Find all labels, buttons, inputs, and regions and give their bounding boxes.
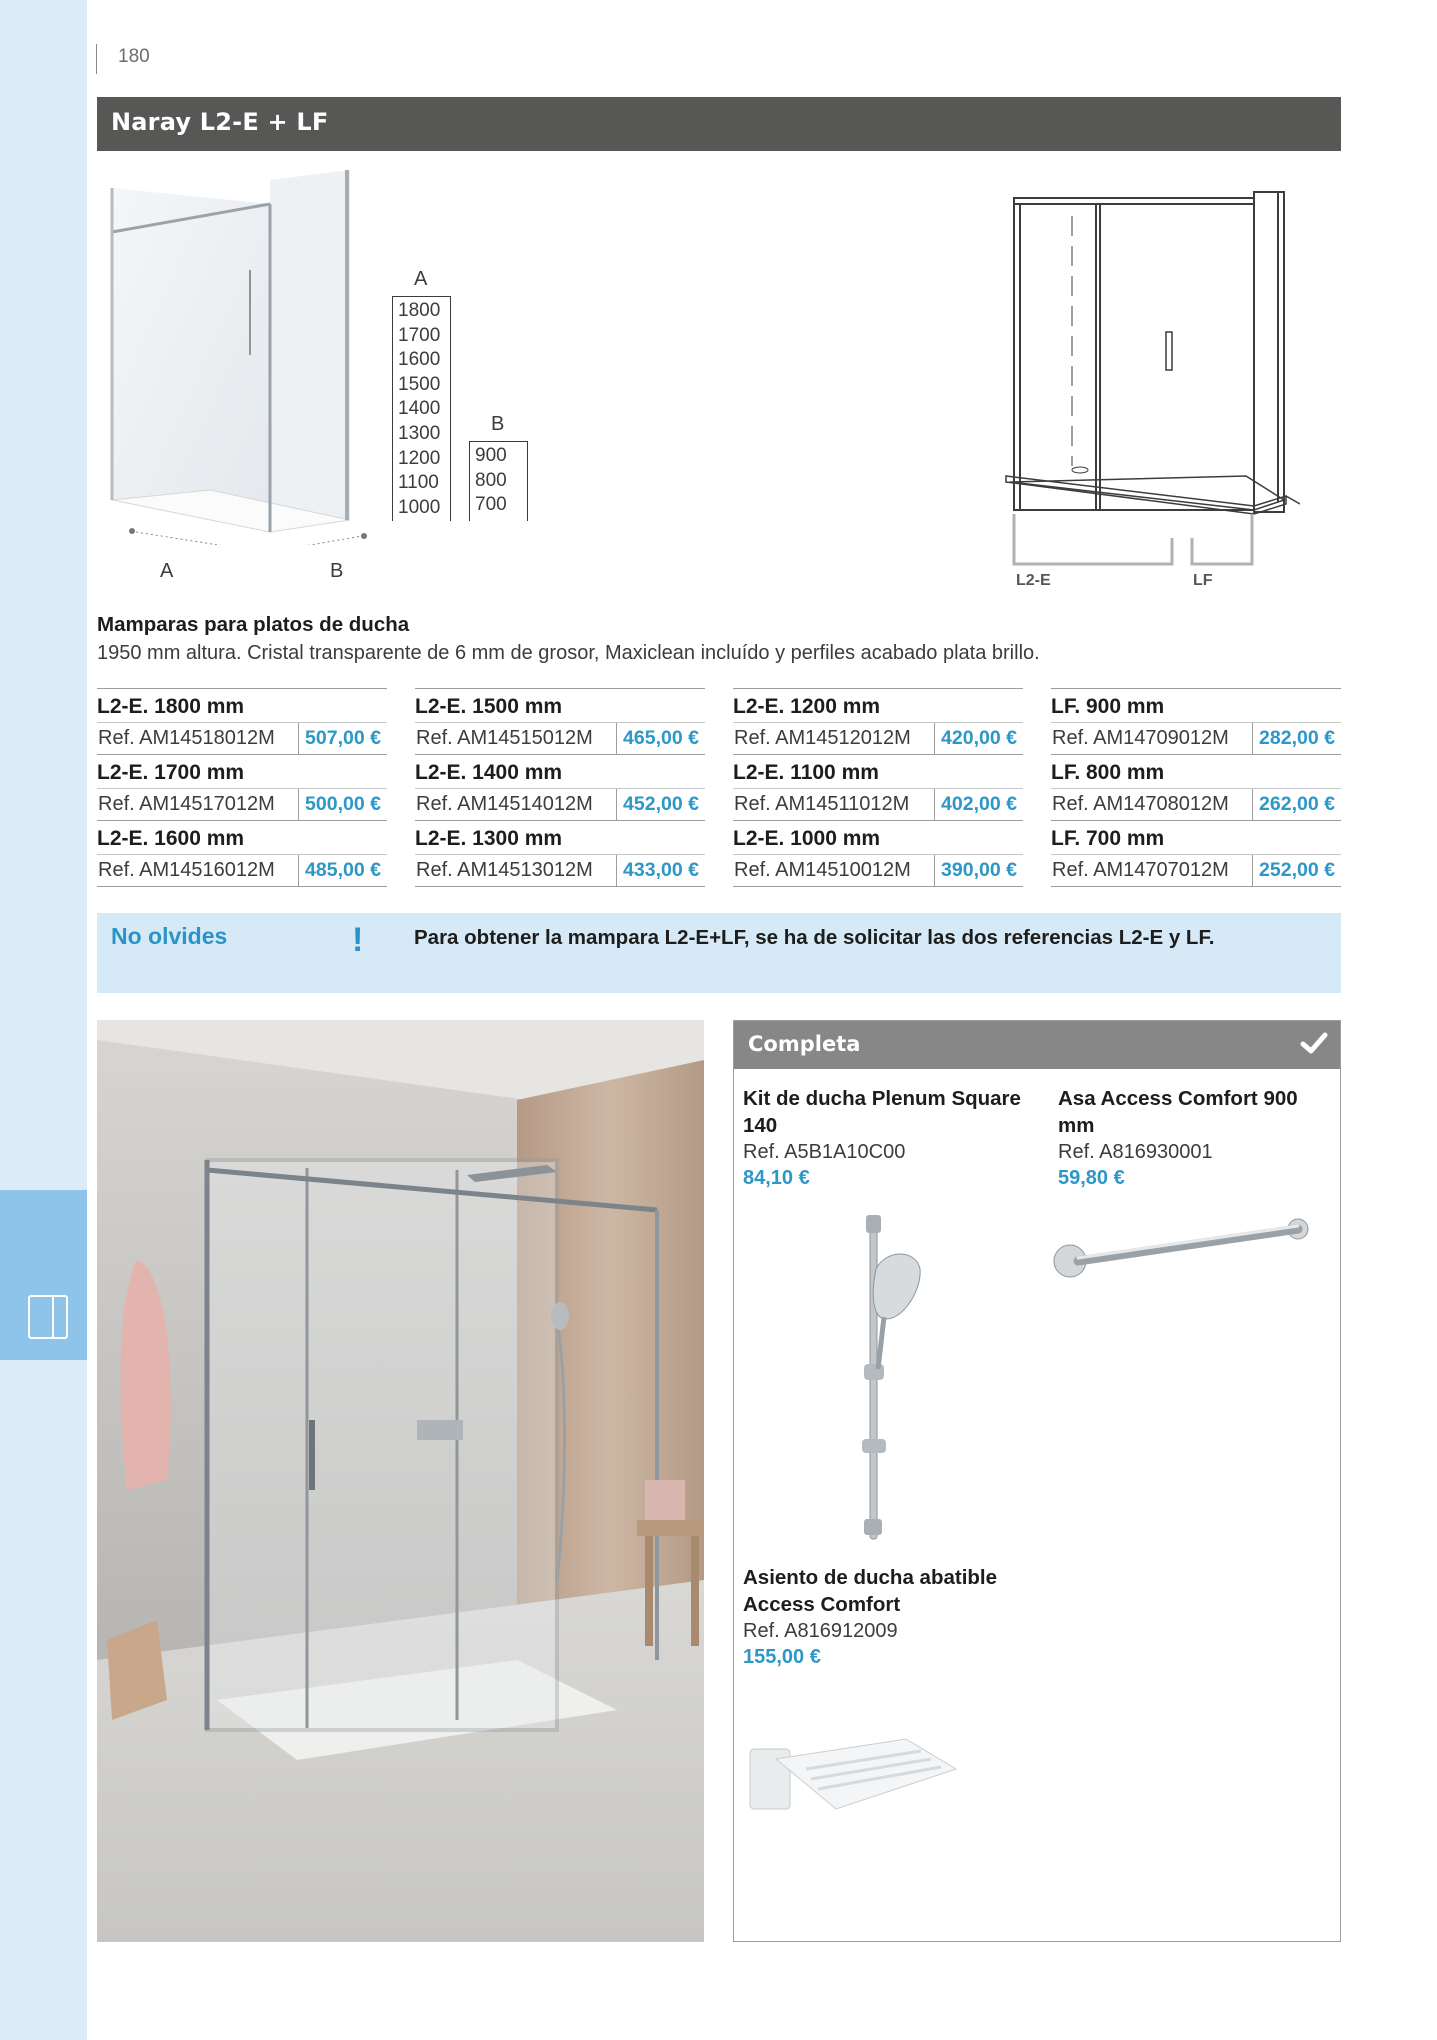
price-item-ref: Ref. AM14514012M — [415, 789, 617, 820]
price-column — [97, 688, 387, 887]
shower-screen-icon — [28, 1295, 68, 1339]
price-item-ref: Ref. AM14512012M — [733, 723, 935, 754]
price-row — [97, 788, 387, 821]
price-item-name: L2-E. 1500 mm — [415, 695, 563, 718]
size-list-b — [469, 441, 528, 521]
size-a-value: 1500 — [398, 373, 441, 395]
price-item-ref: Ref. AM14709012M — [1051, 723, 1253, 754]
price-item-price: 452,00 € — [623, 793, 699, 815]
section-title: Naray L2-E + LF — [111, 108, 329, 136]
price-item-name: L2-E. 1600 mm — [97, 827, 245, 850]
accessories-title: Completa — [748, 1032, 861, 1056]
price-item-ref: Ref. AM14518012M — [97, 723, 299, 754]
shower-scheme-diagram — [1000, 186, 1300, 596]
price-row — [97, 854, 387, 887]
accessory-ref: Ref. A816912009 — [743, 1620, 898, 1642]
price-row — [415, 722, 705, 755]
bathroom-photo — [97, 1020, 704, 1942]
price-item-ref: Ref. AM14516012M — [97, 855, 299, 886]
price-row — [1051, 854, 1341, 887]
accessory-item[interactable] — [743, 1564, 1023, 1670]
photo-label-a: A — [160, 560, 174, 582]
price-item-price: 252,00 € — [1259, 859, 1335, 881]
side-strip — [0, 0, 87, 2040]
price-column — [415, 688, 705, 887]
grab-bar-image — [1048, 1211, 1318, 1291]
size-a-value: 1300 — [398, 422, 441, 444]
price-item-price: 390,00 € — [941, 859, 1017, 881]
section-title-bar — [97, 97, 1341, 151]
accessory-price: 155,00 € — [743, 1646, 821, 1668]
accessories-panel — [733, 1020, 1341, 1942]
accessory-name: Asa Access Comfort 900 mm — [1058, 1087, 1298, 1137]
size-label-b: B — [491, 413, 505, 435]
price-item-ref: Ref. AM14511012M — [733, 789, 935, 820]
price-item-name: L2-E. 1200 mm — [733, 695, 881, 718]
price-item-name: L2-E. 1300 mm — [415, 827, 563, 850]
accessory-price: 84,10 € — [743, 1167, 810, 1189]
photo-label-b: B — [330, 560, 344, 582]
price-item-ref: Ref. AM14513012M — [415, 855, 617, 886]
price-item-price: 420,00 € — [941, 727, 1017, 749]
price-item-name: LF. 700 mm — [1051, 827, 1165, 850]
accessory-item[interactable] — [1058, 1085, 1338, 1191]
price-item-name: L2-E. 1400 mm — [415, 761, 563, 784]
shower-screen-photo — [100, 170, 370, 545]
page-number: 180 — [118, 46, 150, 67]
size-a-value: 1400 — [398, 398, 441, 420]
description-text: 1950 mm altura. Cristal transparente de 6 mm de grosor, Maxiclean incluído y perfiles acabado plata brillo. — [97, 642, 1040, 664]
accessories-header — [734, 1021, 1340, 1069]
price-row — [1051, 722, 1341, 755]
reminder-text: Para obtener la mampara L2-E+LF, se ha de solicitar las dos referencias L2-E y LF. — [414, 926, 1215, 949]
price-item-price: 282,00 € — [1259, 727, 1335, 749]
accessory-ref: Ref. A5B1A10C00 — [743, 1141, 906, 1163]
price-row — [415, 854, 705, 887]
scheme-label-lf: LF — [1193, 572, 1213, 589]
page-number-rule — [96, 44, 97, 74]
price-row — [733, 854, 1023, 887]
price-item-ref: Ref. AM14515012M — [415, 723, 617, 754]
size-b-value: 900 — [475, 445, 507, 466]
price-item-price: 500,00 € — [305, 793, 381, 815]
price-item-name: L2-E. 1700 mm — [97, 761, 245, 784]
price-column — [733, 688, 1023, 887]
price-item-price: 262,00 € — [1259, 793, 1335, 815]
price-item-price: 485,00 € — [305, 859, 381, 881]
price-item-price: 433,00 € — [623, 859, 699, 881]
price-item-price: 402,00 € — [941, 793, 1017, 815]
accessory-price: 59,80 € — [1058, 1167, 1125, 1189]
price-item-name: L2-E. 1100 mm — [733, 761, 879, 784]
accessory-name: Kit de ducha Plenum Square 140 — [743, 1087, 1021, 1137]
reminder-title: No olvides — [111, 923, 228, 949]
shower-seat-image — [746, 1729, 966, 1839]
accessory-item[interactable] — [743, 1085, 1023, 1191]
price-row — [97, 722, 387, 755]
price-column — [1051, 688, 1341, 887]
price-row — [1051, 788, 1341, 821]
price-item-name: LF. 900 mm — [1051, 695, 1165, 718]
shower-kit-image — [824, 1209, 924, 1549]
size-b-value: 700 — [475, 494, 507, 516]
size-a-value: 1600 — [398, 349, 441, 371]
size-a-value: 1800 — [398, 300, 441, 321]
accessory-name: Asiento de ducha abatible Access Comfort — [743, 1566, 998, 1616]
price-item-name: LF. 800 mm — [1051, 761, 1165, 784]
price-item-ref: Ref. AM14510012M — [733, 855, 935, 886]
size-a-value: 1100 — [398, 472, 439, 494]
size-a-value: 1700 — [398, 324, 441, 346]
price-item-name: L2-E. 1000 mm — [733, 827, 881, 850]
price-item-name: L2-E. 1800 mm — [97, 695, 245, 718]
size-b-value: 800 — [475, 469, 507, 491]
size-list-a — [392, 296, 451, 521]
size-a-value: 1200 — [398, 447, 441, 469]
price-item-ref: Ref. AM14707012M — [1051, 855, 1253, 886]
price-item-ref: Ref. AM14708012M — [1051, 789, 1253, 820]
price-row — [733, 722, 1023, 755]
scheme-label-l2e: L2-E — [1016, 572, 1051, 589]
price-item-price: 507,00 € — [305, 727, 381, 749]
price-row — [415, 788, 705, 821]
exclamation-icon: ! — [352, 921, 364, 959]
price-item-ref: Ref. AM14517012M — [97, 789, 299, 820]
checkmark-icon — [1300, 1029, 1328, 1057]
price-item-price: 465,00 € — [623, 727, 699, 749]
size-label-a: A — [414, 268, 428, 290]
size-a-value: 1000 — [398, 496, 441, 518]
price-row — [733, 788, 1023, 821]
reminder-box — [97, 913, 1341, 993]
accessory-ref: Ref. A816930001 — [1058, 1141, 1213, 1163]
description-title: Mamparas para platos de ducha — [97, 613, 410, 636]
